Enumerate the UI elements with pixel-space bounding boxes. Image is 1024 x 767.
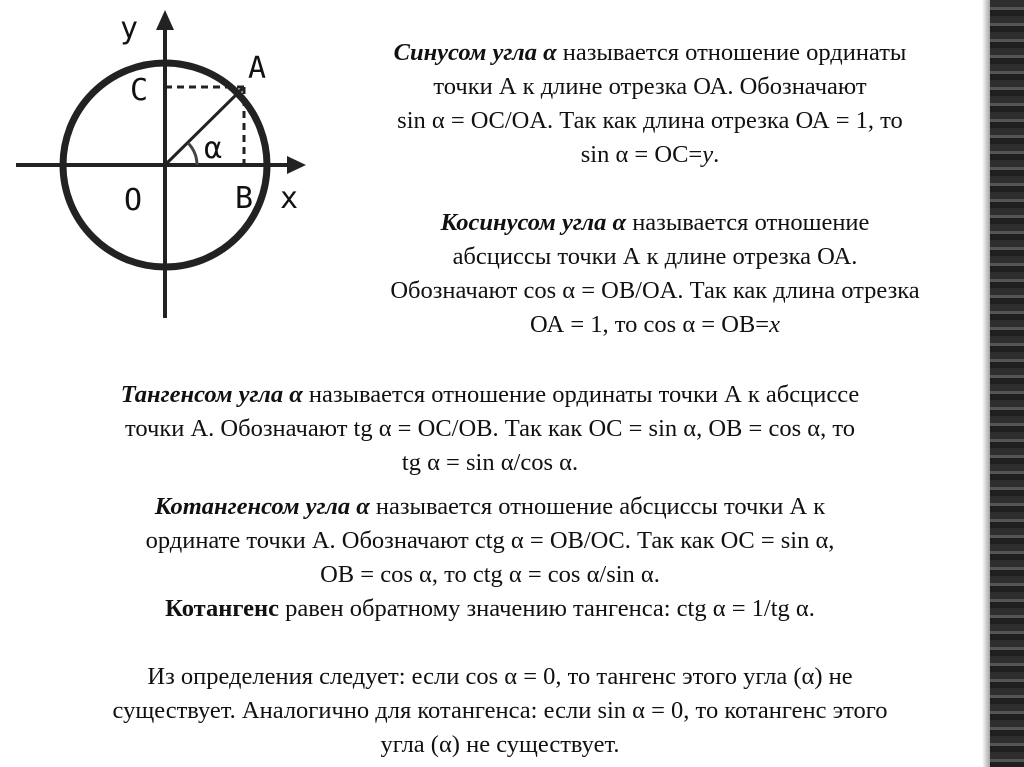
- cotangent-line-1: [60, 490, 920, 524]
- cotangent-definition: [60, 490, 920, 626]
- note-line-1: Из определения следует: если cos α = 0, то тангенс этого угла (α) не: [147, 663, 853, 690]
- cosine-definition: [330, 206, 980, 342]
- cotangent-term: Котангенсом угла α: [154, 493, 370, 520]
- note-line-3: угла (α) не существует.: [380, 731, 620, 758]
- y-axis-arrow-icon: [156, 10, 174, 30]
- cosine-line-1: [330, 206, 980, 240]
- cosine-formula-variable: x: [769, 311, 780, 338]
- tangent-line-1: [40, 378, 940, 412]
- sine-line-2: точки А к длине отрезка ОА. Обозначают: [433, 73, 867, 100]
- cotangent-line-4-text: равен обратному значению тангенса: ctg α = 1/tg α.: [279, 595, 815, 622]
- cosine-line-2: абсциссы точки А к длине отрезка ОА.: [452, 243, 858, 270]
- x-axis-arrow-icon: [287, 156, 306, 174]
- cotangent-line-4: [60, 592, 920, 626]
- cosine-line-3: Обозначают cos α = OB/OA. Так как длина отрезка: [390, 277, 920, 304]
- cotangent-line-3: OB = cos α, то ctg α = cos α/sin α.: [320, 561, 660, 588]
- cosine-line-4: [330, 308, 980, 342]
- tangent-line-2: точки А. Обозначают tg α = OC/OB. Так как OC = sin α, OB = cos α, то: [125, 415, 855, 442]
- sine-line-3: sin α = OC/OA. Так как длина отрезка ОА = 1, то: [397, 107, 903, 134]
- cosine-term: Косинусом угла α: [440, 209, 627, 236]
- existence-note: [30, 660, 970, 762]
- sine-line-4: [330, 138, 970, 172]
- sine-line-1: [330, 36, 970, 70]
- tangent-line-1-text: называется отношение ординаты точки А к абсциссе: [302, 381, 860, 408]
- sine-formula-variable: y: [702, 141, 714, 168]
- cotangent-line-1-text: называется отношение абсциссы точки А к: [369, 493, 826, 520]
- point-a-label: A: [248, 51, 267, 86]
- tangent-definition: [40, 378, 940, 480]
- point-c-label: C: [130, 73, 149, 108]
- sine-definition: [330, 36, 970, 172]
- unit-circle-diagram: [0, 0, 320, 330]
- point-b-label: B: [235, 181, 254, 216]
- sine-term: Синусом угла α: [393, 39, 557, 66]
- slide-edge-decoration: [990, 0, 1024, 767]
- sine-line-1-text: называется отношение ординаты: [556, 39, 907, 66]
- angle-arc: [188, 143, 197, 165]
- axis-x-label: x: [280, 181, 299, 216]
- tangent-line-3: tg α = sin α/cos α.: [401, 449, 579, 476]
- angle-label: α: [204, 131, 223, 166]
- cosine-formula-prefix: ОА = 1, то cos α = OB=: [530, 311, 770, 338]
- point-o-label: O: [124, 183, 143, 218]
- cotangent-line-2: ординате точки А. Обозначают ctg α = OB/OC. Так как OC = sin α,: [145, 527, 835, 554]
- cosine-line-1-text: называется отношение: [626, 209, 870, 236]
- sine-formula-prefix: sin α = OC=: [580, 141, 703, 168]
- axis-y-label: y: [120, 11, 139, 46]
- note-line-2: существует. Аналогично для котангенса: если sin α = 0, то котангенс этого: [112, 697, 888, 724]
- tangent-term: Тангенсом угла α: [120, 381, 303, 408]
- sine-formula-suffix: .: [713, 141, 720, 168]
- cotangent-bold-term: Котангенс: [165, 595, 279, 622]
